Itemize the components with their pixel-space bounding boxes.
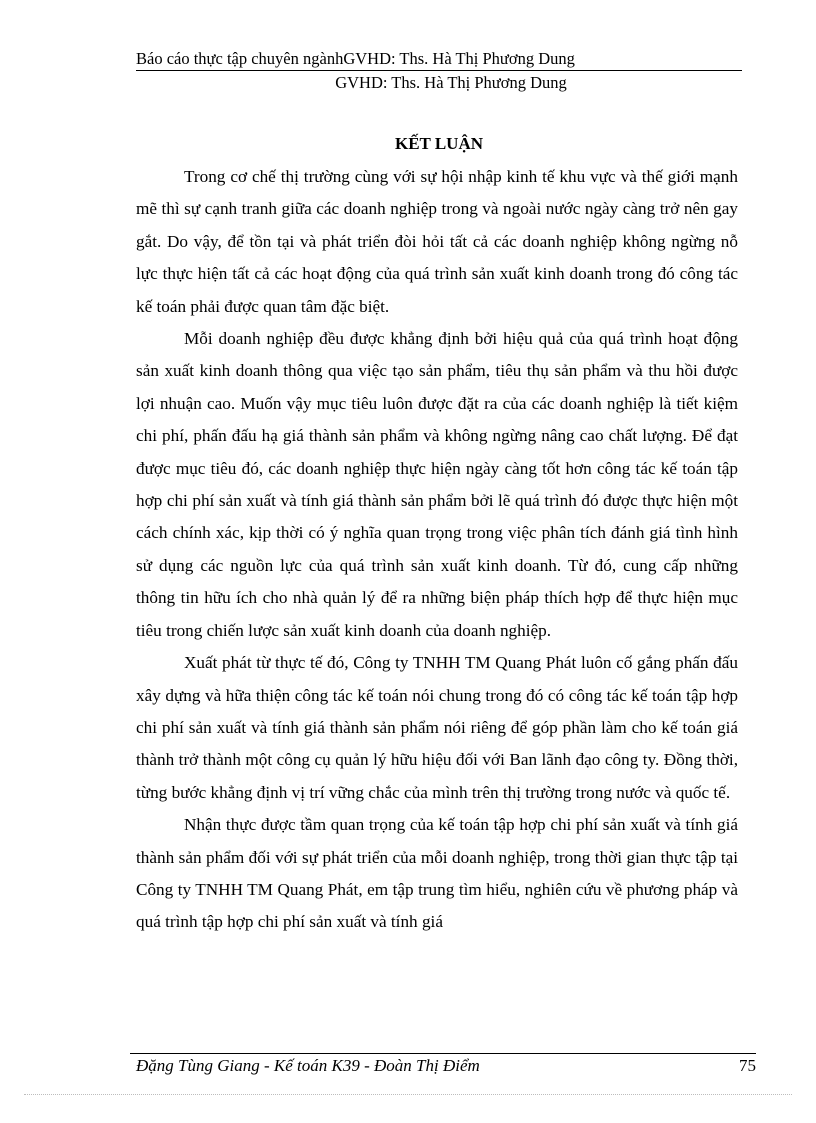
footer-author: Đặng Tùng Giang - Kế toán K39 - Đoàn Thị Điểm xyxy=(136,1056,480,1075)
footer-divider xyxy=(130,1053,756,1054)
paragraph: Xuất phát từ thực tế đó, Công ty TNHH TM Quang Phát luôn cố gắng phấn đấu xây dựng và hữa thiện công tác kế toán nói chung trong đó có công tác kế toán tập hợp chi phí sản xuất và tính giá thành sản phẩm nói riêng để góp phần làm cho kế toán giá thành trở thành một công cụ quản lý hữu hiệu đối với Ban lãnh đạo công ty. Đồng thời, từng bước khẳng định vị trí vững chắc của mình trên thị trường trong nước và quốc tế. xyxy=(136,653,738,802)
running-header-supervisor: GVHD: Ths. Hà Thị Phương Dung xyxy=(335,73,567,92)
section-title: KẾT LUẬN xyxy=(394,134,483,153)
paragraph: Mỗi doanh nghiệp đều được khẳng định bởi hiệu quả của quá trình hoạt động sản xuất kinh doanh thông qua việc tạo sản phẩm, tiêu thụ sản phẩm và thu hồi được lợi nhuận cao. Muốn vậy mục tiêu luôn được đặt ra của các doanh nghiệp là tiết kiệm chi phí, phấn đấu hạ giá thành sản phẩm và không ngừng nâng cao chất lượng. Để đạt được mục tiêu đó, các doanh nghiệp thực hiện ngày càng tốt hơn công tác kế toán tập hợp chi phí sản xuất và tính giá thành sản phẩm bởi lẽ quá trình đó được thực hiện một cách chính xác, kịp thời có ý nghĩa quan trọng trong việc phân tích đánh giá tình hình sử dụng các nguồn lực của quá trình sản xuất kinh doanh. Từ đó, cung cấp những thông tin hữu ích cho nhà quản lý để ra những biện pháp thích hợp để thực hiện mục tiêu trong chiến lược sản xuất kinh doanh của doanh nghiệp. xyxy=(136,329,738,640)
paragraph: Trong cơ chế thị trường cùng với sự hội nhập kinh tế khu vực và thế giới mạnh mẽ thì sự cạnh tranh giữa các doanh nghiệp trong và ngoài nước ngày càng trở nên gay gắt. Do vậy, để tồn tại và phát triển đòi hỏi tất cả các doanh nghiệp không ngừng nỗ lực thực hiện tất cả các hoạt động của quá trình sản xuất kinh doanh trong đó công tác kế toán phải được quan tâm đặc biệt. xyxy=(136,167,738,316)
running-header: Báo cáo thực tập chuyên ngànhGVHD: Ths. Hà Thị Phương Dung xyxy=(136,48,742,71)
page-bottom-boundary xyxy=(24,1094,792,1095)
body-text xyxy=(136,161,738,939)
page-number: 75 xyxy=(739,1056,756,1075)
paragraph: Nhận thực được tầm quan trọng của kế toán tập hợp chi phí sản xuất và tính giá thành sản phẩm đối với sự phát triển của mỗi doanh nghiệp, trong thời gian thực tập tại Công ty TNHH TM Quang Phát, em tập trung tìm hiểu, nghiên cứu về phương pháp và quá trình tập hợp chi phí sản xuất và tính giá xyxy=(136,815,738,932)
